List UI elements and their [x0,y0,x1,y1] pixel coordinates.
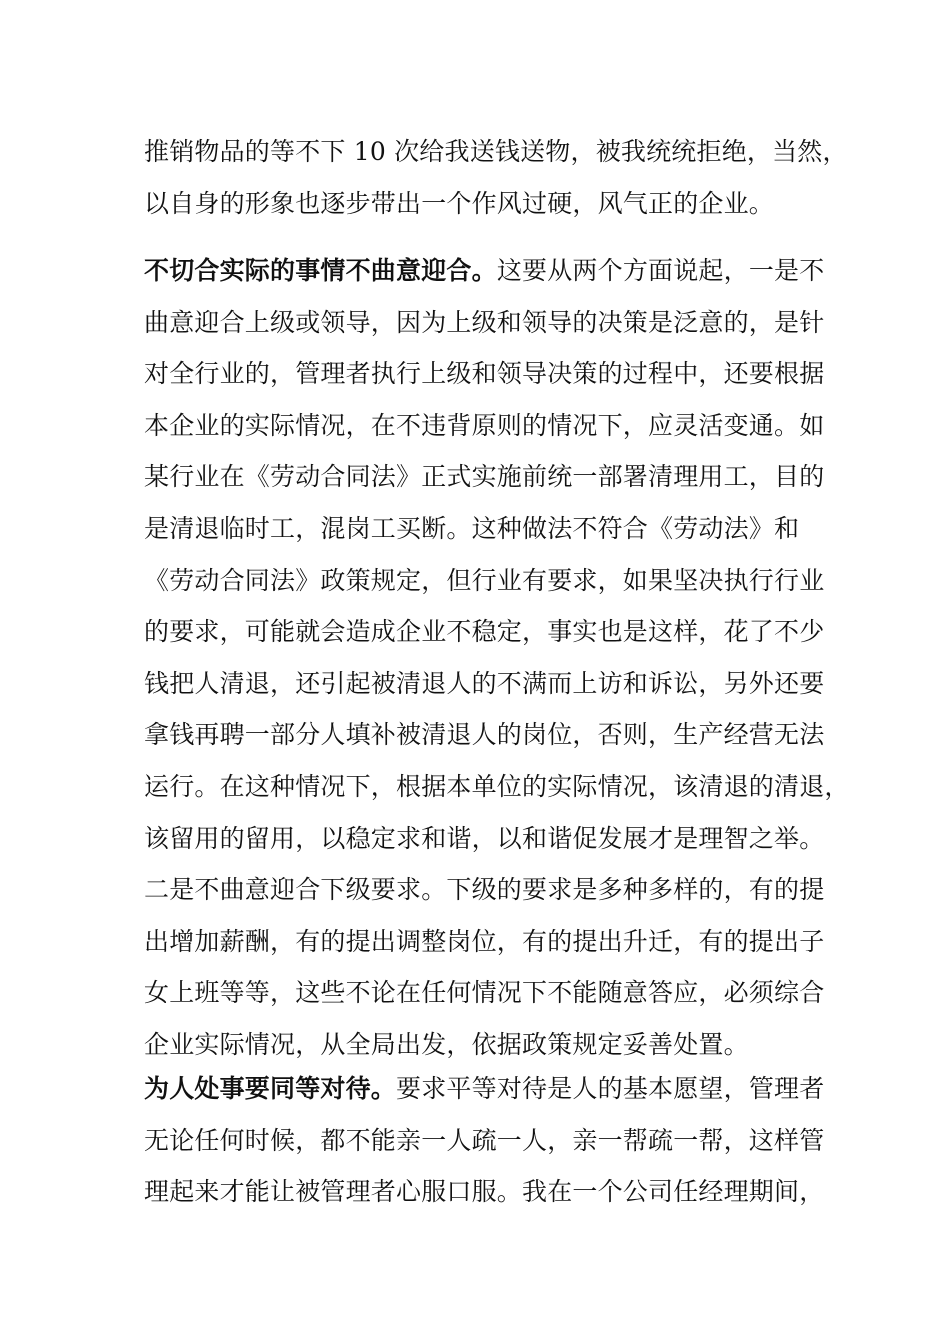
text-run: 这要从两个方面说起，一是不 [496,256,825,285]
text-line: 对全行业的，管理者执行上级和领导决策的过程中，还要根据 [144,359,825,389]
text-line: 出增加薪酬，有的提出调整岗位，有的提出升迁，有的提出子 [144,926,825,956]
text-line: 该留用的留用，以稳定求和谐，以和谐促发展才是理智之举。 [144,823,825,853]
text-line: 钱把人清退，还引起被清退人的不满而上访和诉讼，另外还要 [144,668,825,698]
text-line: 无论任何时候，都不能亲一人疏一人，亲一帮疏一帮，这样管 [144,1125,825,1155]
paragraph-heading: 不切合实际的事情不曲意迎合。 [144,256,497,285]
text-line: 拿钱再聘一部分人填补被清退人的岗位，否则，生产经营无法 [144,720,825,750]
text-line: 推销物品的等不下 10 次给我送钱送物，被我统统拒绝，当然， [144,137,848,166]
paragraph-3 [144,1063,825,1218]
text-line: 二是不曲意迎合下级要求。下级的要求是多种多样的，有的提 [144,875,825,905]
text-line: 以自身的形象也逐步带出一个作风过硬，风气正的企业。 [144,188,775,218]
text-line: 曲意迎合上级或领导，因为上级和领导的决策是泛意的，是针 [144,307,825,337]
paragraph-1 [144,126,848,229]
text-line: 是清退临时工，混岗工买断。这种做法不符合《劳动法》和 [144,513,800,543]
text-line [144,1063,825,1115]
text-line: 企业实际情况，从全局出发，依据政策规定妥善处置。 [144,1029,749,1059]
text-line: 女上班等等，这些不论在任何情况下不能随意答应，必须综合 [144,978,825,1008]
text-line: 某行业在《劳动合同法》正式实施前统一部署清理用工，目的 [144,462,825,492]
text-line: 理起来才能让被管理者心服口服。我在一个公司任经理期间， [144,1177,825,1207]
text-run: 要求平等对待是人的基本愿望，管理者 [396,1074,825,1103]
text-line: 运行。在这种情况下，根据本单位的实际情况，该清退的清退， [144,771,850,801]
text-line: 《劳动合同法》政策规定，但行业有要求，如果坚决执行行业 [144,565,825,595]
paragraph-heading: 为人处事要同等对待。 [144,1074,397,1103]
text-line: 的要求，可能就会造成企业不稳定，事实也是这样，花了不少 [144,617,825,647]
text-line: 本企业的实际情况，在不违背原则的情况下，应灵活变通。如 [144,410,825,440]
text-line [144,245,825,297]
paragraph-2 [144,245,850,1071]
